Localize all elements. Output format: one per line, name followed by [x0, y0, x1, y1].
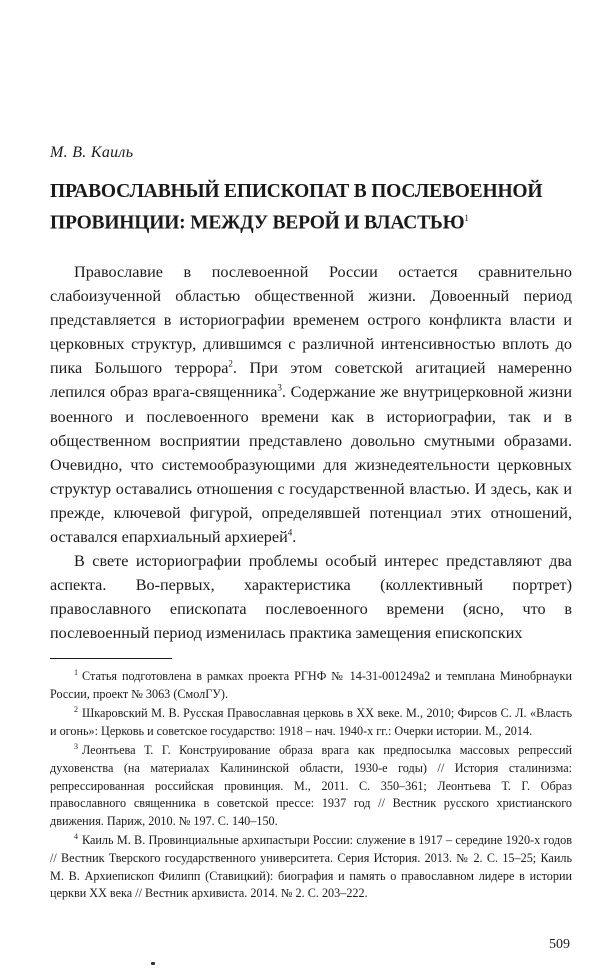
footnotes-section [50, 668, 572, 905]
title-footnote-marker: 1 [464, 213, 469, 223]
footnote-divider [50, 658, 172, 659]
paragraph-text: . [292, 528, 297, 547]
paragraph-text: Православие в послевоенной России остается сравнительно слабоизученной областью общественной жизни. Довоенный период представляется в историографии временем острого конфликта власти и церковных структур, длившимся с различной интенсивностью вплоть до пика Большого террора [50, 263, 572, 378]
footnote-number: 3 [74, 742, 78, 752]
footnote-text: Статья подготовлена в рамках проекта РГНФ № 14-31-001249а2 и темплана Минобрнауки России, проект № 3063 (СмолГУ). [50, 669, 572, 701]
footnote-4 [50, 832, 572, 902]
footnote-marker: 4 [287, 527, 293, 538]
article-title-text: ПРАВОСЛАВНЫЙ ЕПИСКОПАТ В ПОСЛЕВОЕННОЙ ПРОВИНЦИИ: МЕЖДУ ВЕРОЙ И ВЛАСТЬЮ [50, 181, 543, 234]
paragraph-text: В свете историографии проблемы особый интерес представляют два аспекта. Во-первых, характеристика (коллективный портрет) православного епископата послевоенного времени (ясно, что в послевоенный период изменилась практика замещения епископских [50, 552, 572, 643]
paragraph-text: . При этом советской агитацией намеренно лепился образ врага-священника [50, 359, 572, 402]
paragraph-1 [50, 260, 572, 549]
scan-speck [151, 962, 155, 965]
footnote-marker: 2 [228, 358, 233, 369]
footnote-marker: 3 [277, 383, 282, 394]
paragraph-2 [50, 549, 572, 645]
footnote-number: 2 [74, 705, 78, 715]
article-author: М. В. Каиль [50, 144, 134, 161]
footnote-1 [50, 668, 572, 703]
page-number: 509 [549, 937, 570, 952]
footnote-2 [50, 705, 572, 740]
footnote-3 [50, 742, 572, 830]
footnote-number: 4 [74, 832, 78, 842]
footnote-text: Каиль М. В. Провинциальные архипастыри России: служение в 1917 – середине 1920-х годов // Вестник Тверского государственного университета. Серия История. 2013. № 2. С. 15–25; Каиль М. В. Архиепископ Филипп (Ставицкий): биография и память о православном лидере в истории церкви XX века // Вестник архивиста. 2014. № 2. С. 203–222. [50, 833, 572, 901]
article-title [50, 178, 570, 237]
article-body [50, 260, 572, 646]
footnote-number: 1 [74, 667, 78, 677]
paragraph-text: . Содержание же внутрицерковной жизни военного и послевоенного времени как в историографии, так и в общественном восприятии представлено довольно смутными образами. Очевидно, что системообразующими для жизнедеятельности церковных структур оставались отношения с государственной властью. И здесь, как и прежде, ключевой фигурой, определявшей потенциал этих отношений, оставался епархиальный архиерей [50, 383, 572, 547]
footnote-text: Леонтьева Т. Г. Конструирование образа врага как предпосылка массовых репрессий духовенства (на материалах Калининской области, 1930-е годы) // История сталинизма: репрессированная российская провинция. М., 2011. С. 350–361; Леонтьева Т. Г. Образ православного священника в советской прессе: 1937 год // Вестник русского христианского движения. Париж, 2010. № 197. С. 140–150. [50, 743, 572, 828]
footnote-text: Шкаровский М. В. Русская Православная церковь в XX веке. М., 2010; Фирсов С. Л. «Власть и огонь»: Церковь и советское государство: 1918 – нач. 1940-х гг.: Очерки истории. М., 2014. [50, 706, 572, 738]
